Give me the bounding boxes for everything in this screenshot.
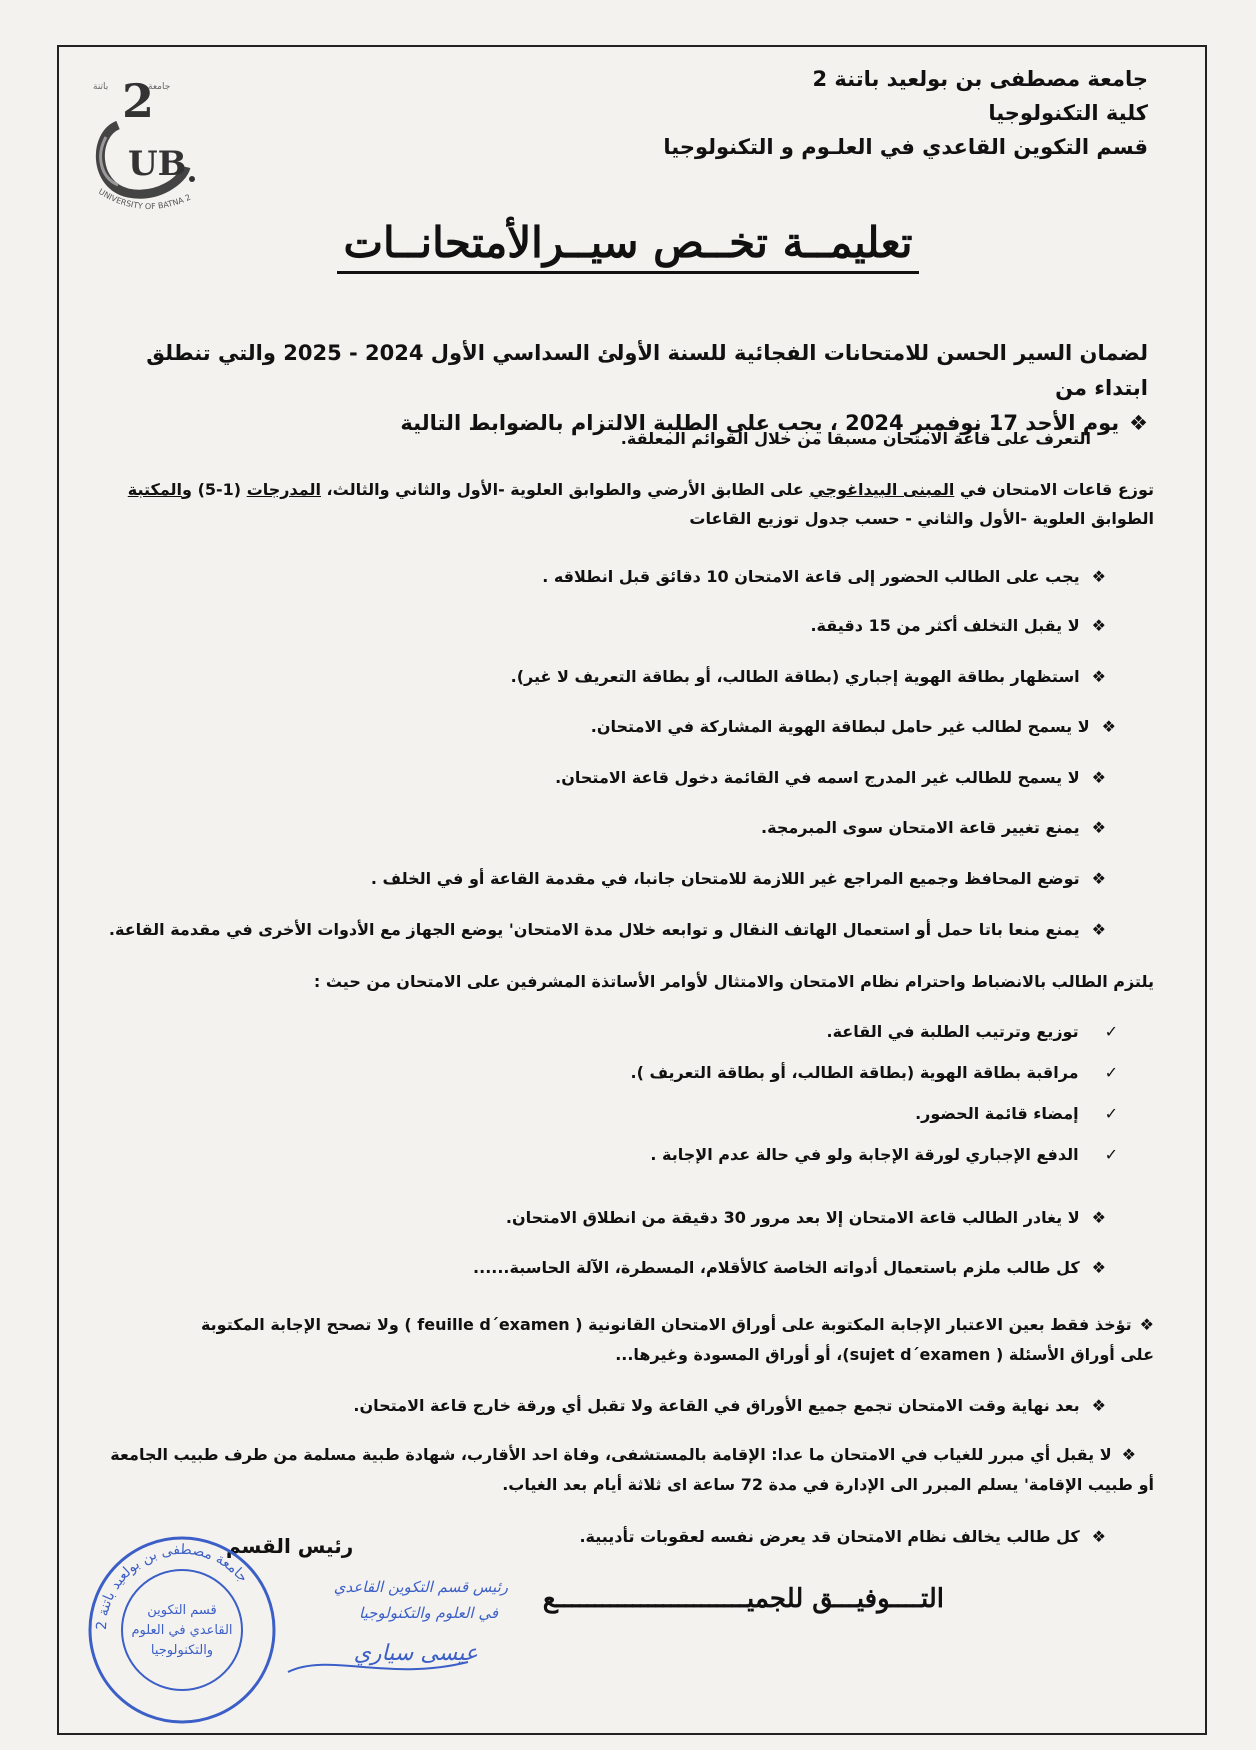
- department-head-label: رئيس القسم: [226, 1534, 354, 1558]
- diamond-bullet-icon: ❖: [1091, 869, 1106, 888]
- diamond-bullet-icon: ❖: [1121, 1445, 1136, 1464]
- signature-line-1: رئيس قسم التكوين القاعدي: [333, 1578, 508, 1596]
- university-logo: [88, 75, 213, 215]
- check-icon: ✓: [1104, 1104, 1118, 1123]
- rule-item: ❖يمنع تغيير قاعة الامتحان سوى المبرمجة.: [761, 818, 1106, 837]
- handwritten-signature: [268, 1572, 518, 1692]
- stamp-ring-text: جامعة مصطفى بن بولعيد باتنة 2: [93, 1541, 251, 1631]
- discipline-paragraph: يلتزم الطالب بالانضباط واحترام نظام الامتحان والامتثال لأوامر الأساتذة المشرفين على الامتحان من حيث :: [313, 972, 1154, 991]
- stamp-line-2: القاعدي في العلوم: [131, 1623, 233, 1638]
- check-item: ✓مراقبة بطاقة الهوية (بطاقة الطالب، أو بطاقة التعريف ).: [630, 1063, 1118, 1082]
- rule-item: ❖استظهار بطاقة الهوية إجباري (بطاقة الطالب، أو بطاقة التعريف لا غير).: [510, 667, 1106, 686]
- institution-header: [663, 62, 1148, 164]
- intro-bullet: ❖: [1129, 411, 1148, 435]
- diamond-bullet-icon: ❖: [1101, 717, 1116, 736]
- intro-line-2: ❖يوم الأحد 17 نوفمبر 2024 ، يجب على الطلبة الالتزام بالضوابط التالية: [400, 411, 1148, 435]
- signature-name: عيسى سياري: [353, 1641, 478, 1666]
- logo-bottom-text: UNIVERSITY OF BATNA 2: [97, 187, 193, 212]
- rule-item: ❖بعد نهاية وقت الامتحان تجمع جميع الأوراق في القاعة ولا تقبل أي ورقة خارج قاعة الامتحان.: [353, 1396, 1106, 1415]
- stamp-line-1: قسم التكوين: [147, 1603, 217, 1618]
- diamond-bullet-icon: ❖: [1091, 616, 1106, 635]
- rule-item: ❖لا يقبل التخلف أكثر من 15 دقيقة.: [810, 616, 1106, 635]
- rule-item: ❖يمنع منعا باتا حمل أو استعمال الهاتف النقال و توابعه خلال مدة الامتحان' يوضع الجهاز مع الأدوات الأخرى في مقدمة القاعة.: [108, 920, 1106, 939]
- check-item: ✓إمضاء قائمة الحضور.: [915, 1104, 1118, 1123]
- check-item: ✓الدفع الإجباري لورقة الإجابة ولو في حالة عدم الإجابة .: [650, 1145, 1118, 1164]
- absence-rule: ❖لا يقبل أي مبرر للغياب في الامتحان ما عدا: الإقامة بالمستشفى، وفاة احد الأقارب، شهادة طبية مسلمة من طرف طبيب الجامعة أو طبيب الإقامة' يسلم المبرر الى الإدارة في مدة 72 ساعة اى ثلاثة أيام بعد الغياب.: [110, 1445, 1154, 1494]
- logo-text-right: جامعة: [148, 82, 171, 92]
- rule-item: ❖كل طالب ملزم باستعمال أدواته الخاصة كالأقلام، المسطرة، الآلة الحاسبة......: [473, 1258, 1106, 1277]
- logo-letters: UB: [128, 144, 187, 184]
- rule-item: ❖لا يغادر الطالب قاعة الامتحان إلا بعد مرور 30 دقيقة من انطلاق الامتحان.: [505, 1208, 1106, 1227]
- check-icon: ✓: [1104, 1022, 1118, 1041]
- logo-text-left: باتنة: [93, 82, 109, 92]
- svg-text:2: 2: [122, 75, 155, 128]
- diamond-bullet-icon: ❖: [1091, 1527, 1106, 1546]
- diamond-bullet-icon: ❖: [1091, 1208, 1106, 1227]
- document-title: تعليمــة تخــص سيــرالأمتحانــات: [0, 218, 1256, 267]
- check-item: ✓توزيع وترتيب الطلبة في القاعة.: [826, 1022, 1118, 1041]
- diamond-bullet-icon: ❖: [1091, 768, 1106, 787]
- diamond-bullet-icon: ❖: [1091, 667, 1106, 686]
- diamond-bullet-icon: ❖: [1091, 920, 1106, 939]
- university-name: جامعة مصطفى بن بولعيد باتنة 2: [812, 67, 1148, 91]
- answer-sheet-rule: ❖تؤخذ فقط بعين الاعتبار الإجابة المكتوبة على أوراق الامتحان القانونية ( feuille d´examen ) ولا تصحح الإجابة المكتوبة على أوراق الأسئلة ( sujet d´examen)، أو أوراق المسودة وغيرها...: [200, 1315, 1154, 1364]
- diamond-bullet-icon: ❖: [1091, 1396, 1106, 1415]
- rule-item: ❖لا يسمح للطالب غير المدرج اسمه في القائمة دخول قاعة الامتحان.: [555, 768, 1106, 787]
- stamp-line-3: والتكنولوجيا: [150, 1643, 214, 1658]
- check-icon: ✓: [1104, 1145, 1118, 1164]
- diamond-bullet-icon: ❖: [1139, 1315, 1154, 1334]
- room-info-paragraph: التعرف على قاعة الامتحان مسبقا من خلال القوائم المعلقة.: [620, 429, 1091, 448]
- rule-item: ❖توضع المحافظ وجميع المراجع غير اللازمة للامتحان جانبا، في مقدمة القاعة أو في الخلف .: [370, 869, 1106, 888]
- diamond-bullet-icon: ❖: [1091, 1258, 1106, 1277]
- closing-wish: التــــوفيـــق للجميـــــــــــــــــــــــــع: [542, 1584, 944, 1614]
- diamond-bullet-icon: ❖: [1091, 567, 1106, 586]
- department-name: قسم التكوين القاعدي في العلـوم و التكنولوجيا: [663, 135, 1148, 159]
- rule-item: ❖كل طالب يخالف نظام الامتحان قد يعرض نفسه لعقوبات تأديبية.: [579, 1527, 1106, 1546]
- intro-line-1: لضمان السير الحسن للامتحانات الفجائية للسنة الأولئ السداسي الأول 2024 - 2025 والتي تنطلق ابتداء من: [146, 341, 1148, 400]
- rule-item: ❖يجب على الطالب الحضور إلى قاعة الامتحان 10 دقائق قبل انطلاقه .: [542, 567, 1106, 586]
- diamond-bullet-icon: ❖: [1091, 818, 1106, 837]
- signature-line-2: في العلوم والتكنولوجيا: [359, 1604, 498, 1622]
- official-stamp: [82, 1530, 282, 1730]
- faculty-name: كلية التكنولوجيا: [988, 101, 1148, 125]
- room-distribution-paragraph: توزع قاعات الامتحان في المبنى البيداغوجي على الطابق الأرضي والطوابق العلوية -الأول والثاني والثالث، المدرجات (1-5) والمكتبة الطوابق العلوية -الأول والثاني - حسب جدول توزيع القاعات: [127, 480, 1154, 528]
- check-icon: ✓: [1104, 1063, 1118, 1082]
- rule-item: ❖لا يسمح لطالب غير حامل لبطاقة الهوية المشاركة في الامتحان.: [590, 717, 1116, 736]
